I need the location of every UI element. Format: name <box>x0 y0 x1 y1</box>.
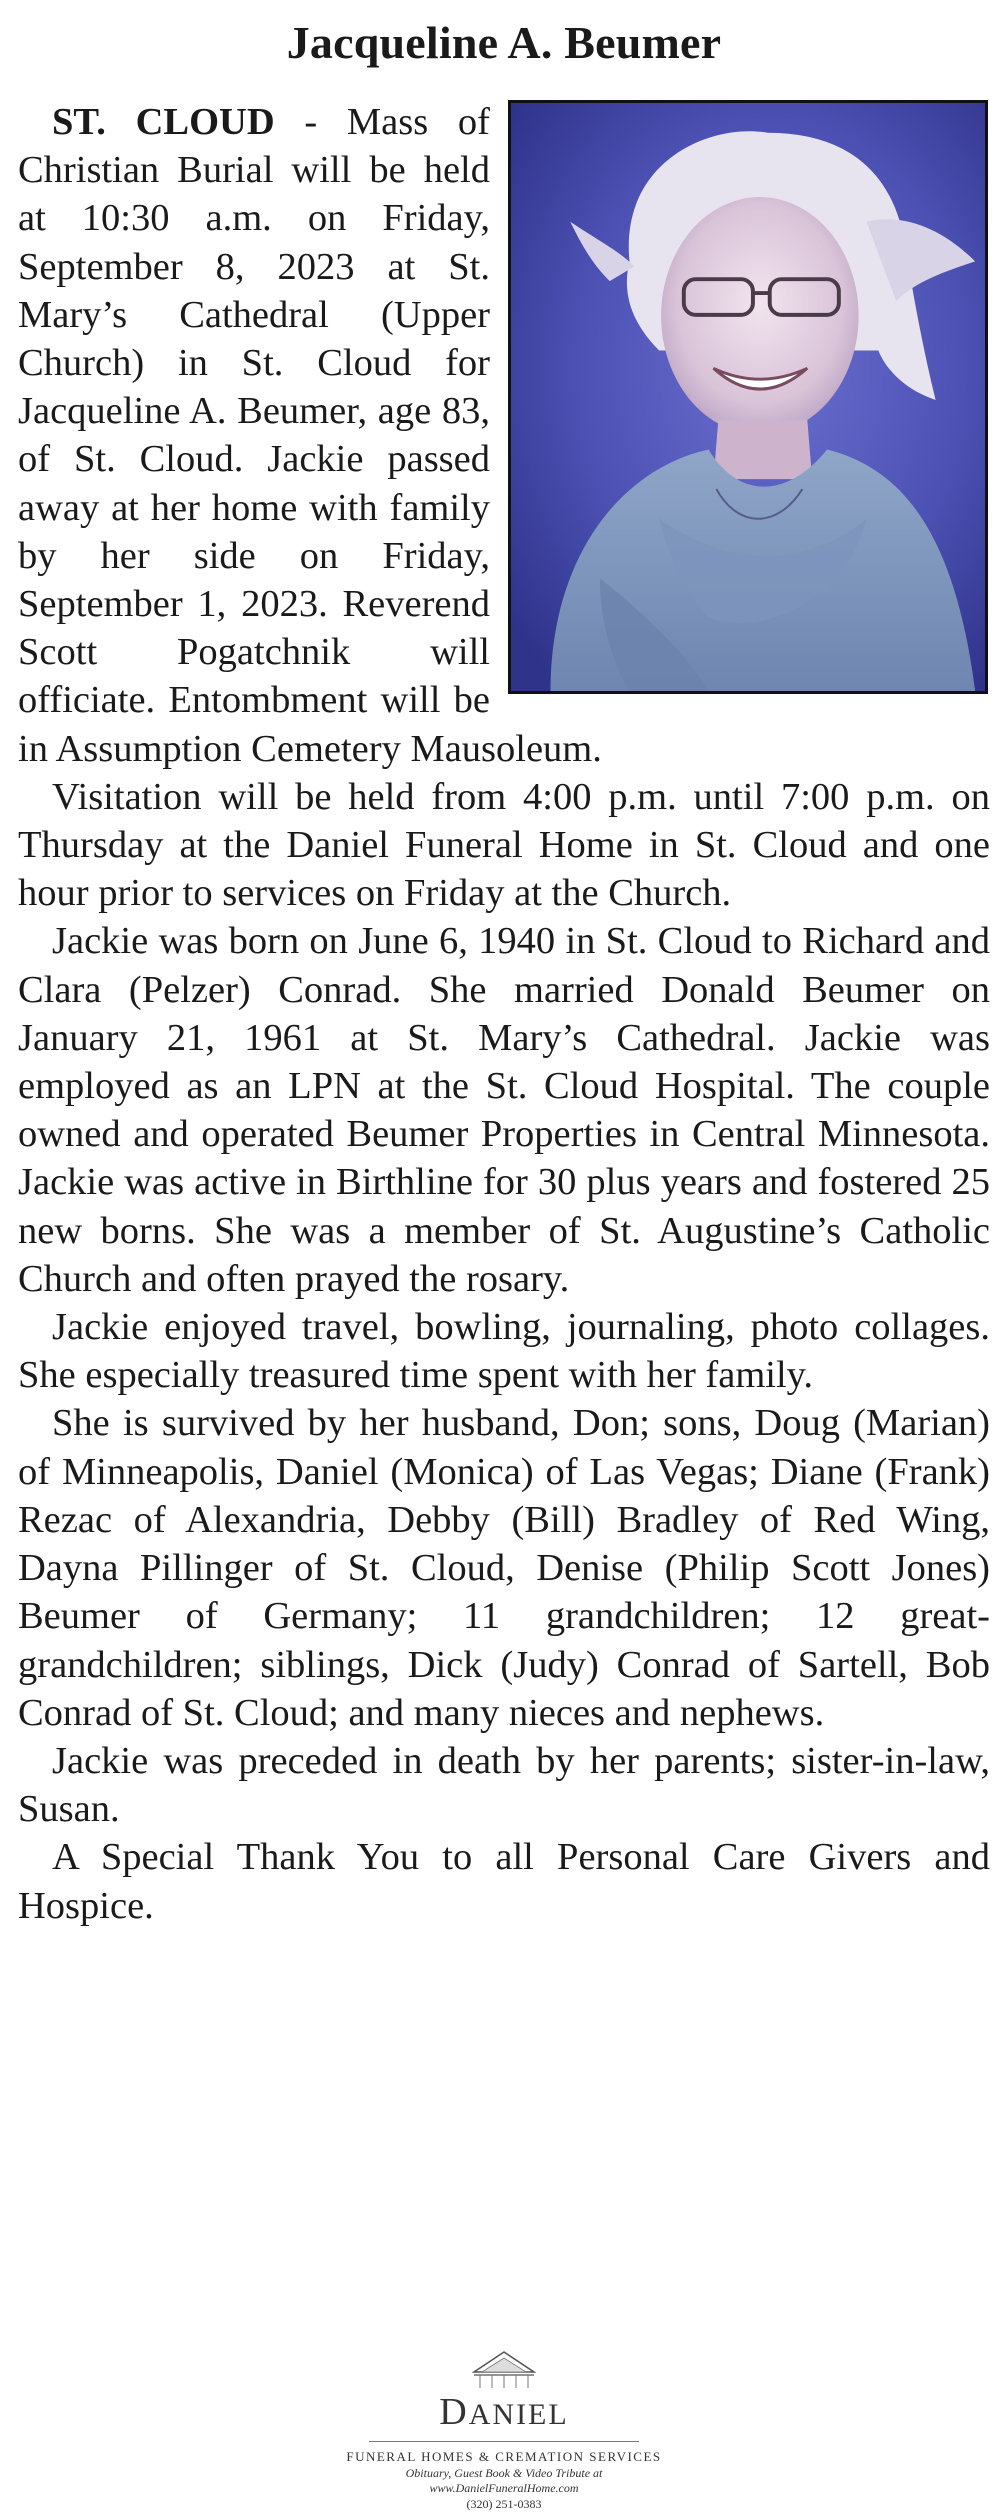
obituary-paragraph-thanks: A Special Thank You to all Personal Care Givers and Hospice. <box>18 1836 990 1927</box>
funeral-home-name-initial: D <box>439 2391 469 2433</box>
funeral-home-name-rest: ANIEL <box>468 2398 569 2431</box>
obituary-paragraph-interests: Jackie enjoyed travel, bowling, journaling, photo collages. She especially treasured time spent with her family. <box>18 1306 990 1397</box>
funeral-home-name <box>0 2390 1008 2437</box>
dateline: ST. CLOUD <box>52 101 275 143</box>
building-roof-icon <box>472 2350 536 2390</box>
obituary-title: Jacqueline A. Beumer <box>286 17 722 68</box>
obituary-body <box>18 98 990 1930</box>
obituary-paragraph-life: Jackie was born on June 6, 1940 in St. Cloud to Richard and Clara (Pelzer) Conrad. She married Donald Beumer on January 21, 1961 at St. Mary’s Cathedral. Jackie was employed as an LPN at the St. Cloud Hospital. The couple owned and operated Beumer Properties in Central Minnesota. Jackie was active in Birthline for 30 plus years and fostered 25 new borns. She was a member of St. Augustine’s Catholic Church and often prayed the rosary. <box>18 920 990 1300</box>
obituary-paragraph-survivors: She is survived by her husband, Don; sons, Doug (Marian) of Minneapolis, Daniel (Monica) of Las Vegas; Diane (Frank) Rezac of Alexandria, Debby (Bill) Bradley of Red Wing, Dayna Pillinger of St. Cloud, Denise (Philip Scott Jones) Beumer of Germany; 11 grandchildren; 12 great-grandchildren; siblings, Dick (Judy) Conrad of Sartell, Bob Conrad of St. Cloud; and many nieces and nephews. <box>18 1402 990 1734</box>
funeral-home-logo <box>0 2350 1008 2512</box>
obituary-paragraph-visitation: Visitation will be held from 4:00 p.m. until 7:00 p.m. on Thursday at the Daniel Funeral Home in St. Cloud and one hour prior to services on Friday at the Church. <box>18 775 990 915</box>
funeral-home-tagline: FUNERAL HOMES & CREMATION SERVICES <box>346 2449 662 2464</box>
phone-number: (320) 251-0383 <box>466 2497 542 2511</box>
tribute-note: Obituary, Guest Book & Video Tribute at <box>405 2466 603 2480</box>
obituary-paragraph-preceded: Jackie was preceded in death by her parents; sister-in-law, Susan. <box>18 1739 990 1831</box>
logo-divider <box>369 2441 639 2442</box>
paragraph-1-text: - Mass of Christian Burial will be held at 10:30 a.m. on Friday, September 8, 2023 at St. Mary’s Cathedral (Upper Church) in St. Cloud for Jacqueline A. Beumer, age 83, of St. Cloud. Jackie passed away at her home with family by her side on Friday, September 1, 2023. Reverend Scott Pogatchnik will officiate. Entombment will be in Assumption Cemetery Mausoleum. <box>18 101 602 770</box>
photo-wrap-spacer <box>490 98 990 696</box>
website-link[interactable]: www.DanielFuneralHome.com <box>429 2481 579 2495</box>
